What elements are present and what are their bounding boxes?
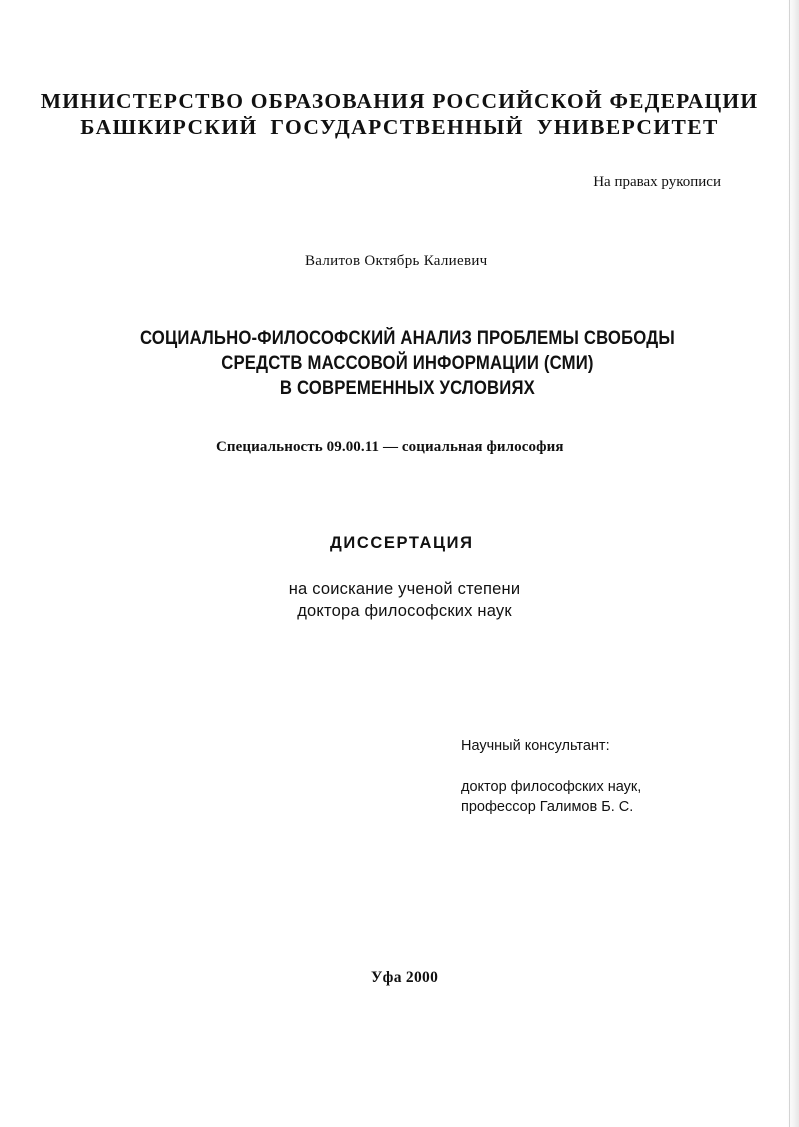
consultant-block xyxy=(461,777,641,817)
title-line-3: В СОВРЕМЕННЫХ УСЛОВИЯХ xyxy=(279,378,535,399)
rights-note: На правах рукописи xyxy=(593,174,721,190)
consultant-heading: Научный консультант: xyxy=(461,738,610,754)
degree-line-2: доктора философских наук xyxy=(297,602,512,620)
degree-sought xyxy=(0,578,799,622)
author-name: Валитов Октябрь Калиевич xyxy=(305,253,488,269)
ministry-name: МИНИСТЕРСТВО ОБРАЗОВАНИЯ РОССИЙСКОЙ ФЕДЕРАЦИИ xyxy=(40,89,759,113)
university-name: БАШКИРСКИЙ ГОСУДАРСТВЕННЫЙ УНИВЕРСИТЕТ xyxy=(80,115,719,139)
document-type: ДИССЕРТАЦИЯ xyxy=(330,534,474,552)
dissertation-title xyxy=(49,326,766,401)
degree-line-1: на соискание ученой степени xyxy=(288,580,521,598)
consultant-name: профессор Галимов Б. С. xyxy=(461,799,634,815)
title-line-2: СРЕДСТВ МАССОВОЙ ИНФОРМАЦИИ (СМИ) xyxy=(221,353,594,374)
title-line-1: СОЦИАЛЬНО-ФИЛОСОФСКИЙ АНАЛИЗ ПРОБЛЕМЫ СВОБОДЫ xyxy=(139,328,675,349)
city-year: Уфа 2000 xyxy=(371,969,439,986)
scan-edge-line xyxy=(789,0,790,1127)
consultant-degree: доктор философских наук, xyxy=(461,779,642,795)
specialty-line: Специальность 09.00.11 — социальная философия xyxy=(216,439,564,455)
institution-header xyxy=(0,88,799,140)
